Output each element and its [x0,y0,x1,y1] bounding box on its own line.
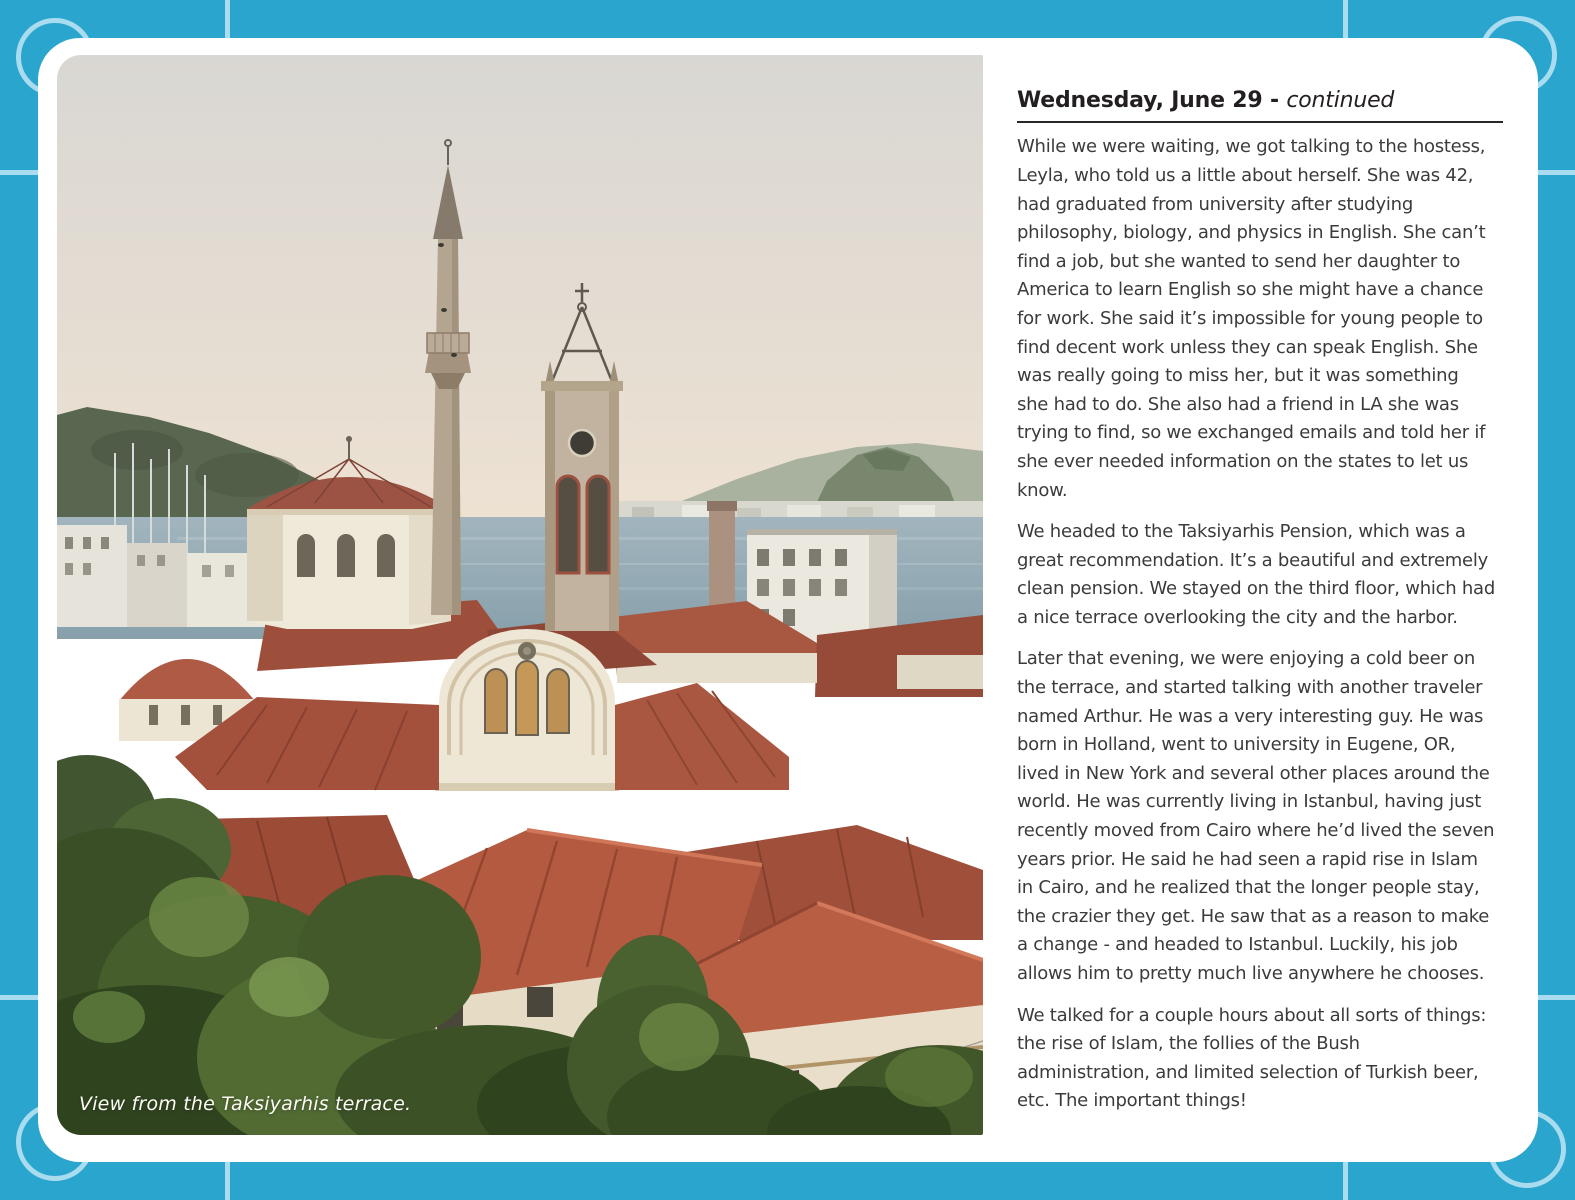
frame-line-top-left [225,0,230,38]
journal-page-card [38,38,1538,1162]
heading-rule [1017,121,1503,123]
entry-heading-suffix: continued [1286,88,1395,113]
entry-date: Wednesday, June 29 [1017,88,1263,113]
frame-line-right-upper [1537,170,1575,175]
entry-heading-separator: - [1262,88,1287,113]
entry-paragraph-2: We headed to the Taksiyarhis Pension, which was a great recommendation. It’s a beautiful and extremely clean pension. We stayed on the third floor, which had a nice terrace overlooking the city and the harbor. [1017,521,1495,628]
journal-entry [1017,88,1509,1129]
entry-paragraph-4: We talked for a couple hours about all sorts of things: the rise of Islam, the follies of the Bush administration, and limited selection of Turkish beer, etc. The important things! [1017,1004,1487,1112]
frame-line-top-right [1343,0,1348,38]
terrace-view-photo [57,55,983,1135]
entry-heading [1017,88,1509,114]
entry-paragraph-1: While we were waiting, we got talking to the hostess, Leyla, who told us a little about herself. She was 42, had graduated from university after studying philosophy, biology, and physics in English. She can’t find a job, but she wanted to send her daughter to America to learn English so she might have a chance for work. She said it’s impossible for young people to find decent work unless they can speak English. She was really going to miss her, but it was something she had to do. She also had a friend in LA she was trying to find, so we exchanged emails and told her if she ever needed information on the states to let us know. [1017,136,1486,501]
terrace-view-illustration [57,55,983,1135]
frame-line-bottom-left [225,1162,230,1200]
church-facade [435,629,619,791]
frame-line-left-lower [0,995,38,1000]
entry-paragraph-3: Later that evening, we were enjoying a cold beer on the terrace, and started talking with another traveler named Arthur. He was a very interesting guy. He was born in Holland, went to university in Eugene, OR, lived in New York and several other places around the world. He was currently living in Istanbul, having just recently moved from Cairo where he’d lived the seven years prior. He said he had seen a rapid rise in Islam in Cairo, and he realized that the longer people stay, the crazier they get. He saw that as a reason to make a change - and headed to Istanbul. Luckily, his job allows him to pretty much live anywhere he chooses. [1017,648,1495,985]
photo-caption: View from the Taksiyarhis terrace. [79,1093,412,1115]
frame-line-bottom-right [1343,1162,1348,1200]
frame-line-left-upper [0,170,38,175]
frame-line-right-lower [1537,995,1575,1000]
